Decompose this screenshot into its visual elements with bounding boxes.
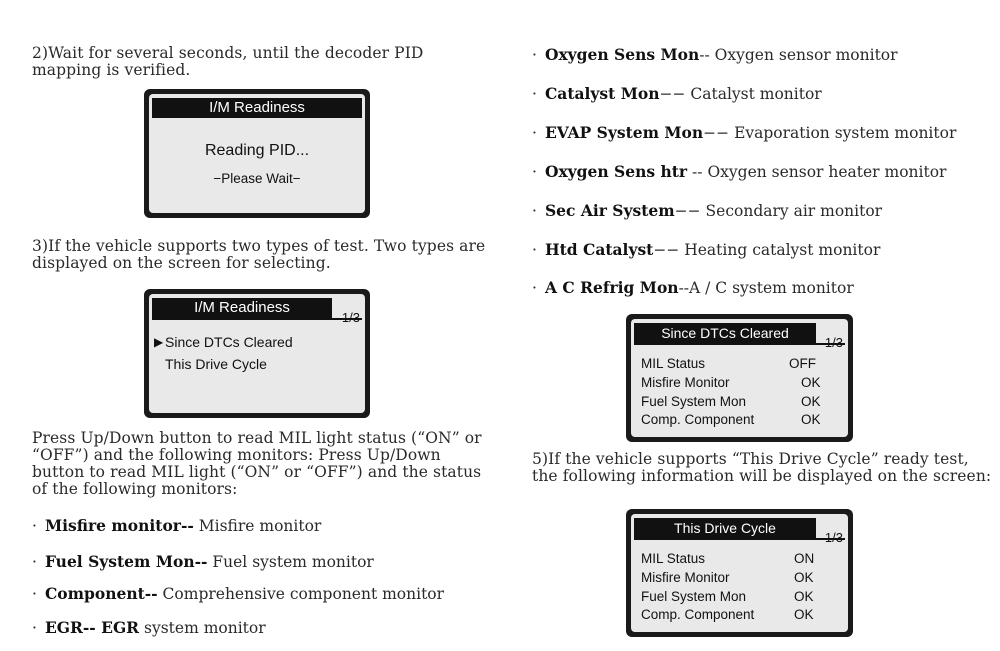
bullet-oxygen-sens-htr: · Oxygen Sens htr -- Oxygen sensor heater monitor: [532, 162, 947, 181]
bullet-evap-system-mon: · EVAP System Mon−− Evaporation system monitor: [532, 123, 957, 142]
selector-triangle-icon: ▶: [154, 335, 164, 349]
lcd-screen-test-select: [144, 289, 370, 418]
option-this-drive-cycle[interactable]: This Drive Cycle: [165, 356, 267, 372]
bullet-component: · Component-- Comprehensive component monitor: [32, 584, 445, 603]
bullet-sec-air-system: · Sec Air System−− Secondary air monitor: [532, 201, 883, 220]
screen-title: Since DTCs Cleared: [634, 323, 816, 343]
screen-title: This Drive Cycle: [634, 518, 816, 538]
title-underline: [634, 538, 845, 540]
screen-title: I/M Readiness: [152, 98, 362, 118]
bullet-egr: · EGR-- EGR system monitor: [32, 618, 266, 637]
bullet-htd-catalyst: · Htd Catalyst−− Heating catalyst monitor: [532, 240, 881, 259]
option-since-dtcs-cleared[interactable]: Since DTCs Cleared: [165, 334, 293, 350]
page-indicator: 1/3: [824, 335, 843, 350]
step3-text: 3)If the vehicle supports two types of test. Two types are displayed on the screen for selecting.: [32, 237, 486, 272]
page-indicator: 1/3: [824, 530, 843, 545]
title-underline: [152, 318, 362, 320]
press-instructions-text: Press Up/Down button to read MIL light status (“ON” or “OFF”) and the following monitors: Press Up/Down button to read MIL light (“ON” or “OFF”) and the status of the following monitors:: [32, 429, 482, 498]
title-underline: [634, 343, 845, 345]
step5-text: 5)If the vehicle supports “This Drive Cycle” ready test, the following information will be displayed on the screen:: [532, 450, 992, 485]
lcd-screen-reading-pid: [144, 89, 370, 218]
please-wait-text: −Please Wait−: [213, 171, 301, 186]
bullet-catalyst-mon: · Catalyst Mon−− Catalyst monitor: [532, 84, 822, 103]
bullet-misfire-monitor: · Misfire monitor-- Misfire monitor: [32, 516, 322, 535]
bullet-fuel-system-mon: · Fuel System Mon-- Fuel system monitor: [32, 552, 374, 571]
page-indicator: 1/3: [341, 310, 360, 325]
reading-pid-text: Reading PID...: [204, 142, 310, 159]
lcd-screen-this-drive-cycle: This Drive Cycle 1/3 MIL Status ON Misfire Monitor OK Fuel System Mon OK Comp. Component OK: [626, 509, 853, 637]
bullet-ac-refrig-mon: · A C Refrig Mon--A / C system monitor: [532, 278, 854, 297]
step2-text: 2)Wait for several seconds, until the decoder PID mapping is verified.: [32, 44, 424, 79]
bullet-oxygen-sens-mon: · Oxygen Sens Mon-- Oxygen sensor monitor: [532, 45, 898, 64]
lcd-screen-since-dtcs-cleared: Since DTCs Cleared 1/3 MIL Status OFF Misfire Monitor OK Fuel System Mon OK Comp. Component OK: [626, 314, 853, 442]
screen-title: I/M Readiness: [152, 298, 332, 318]
